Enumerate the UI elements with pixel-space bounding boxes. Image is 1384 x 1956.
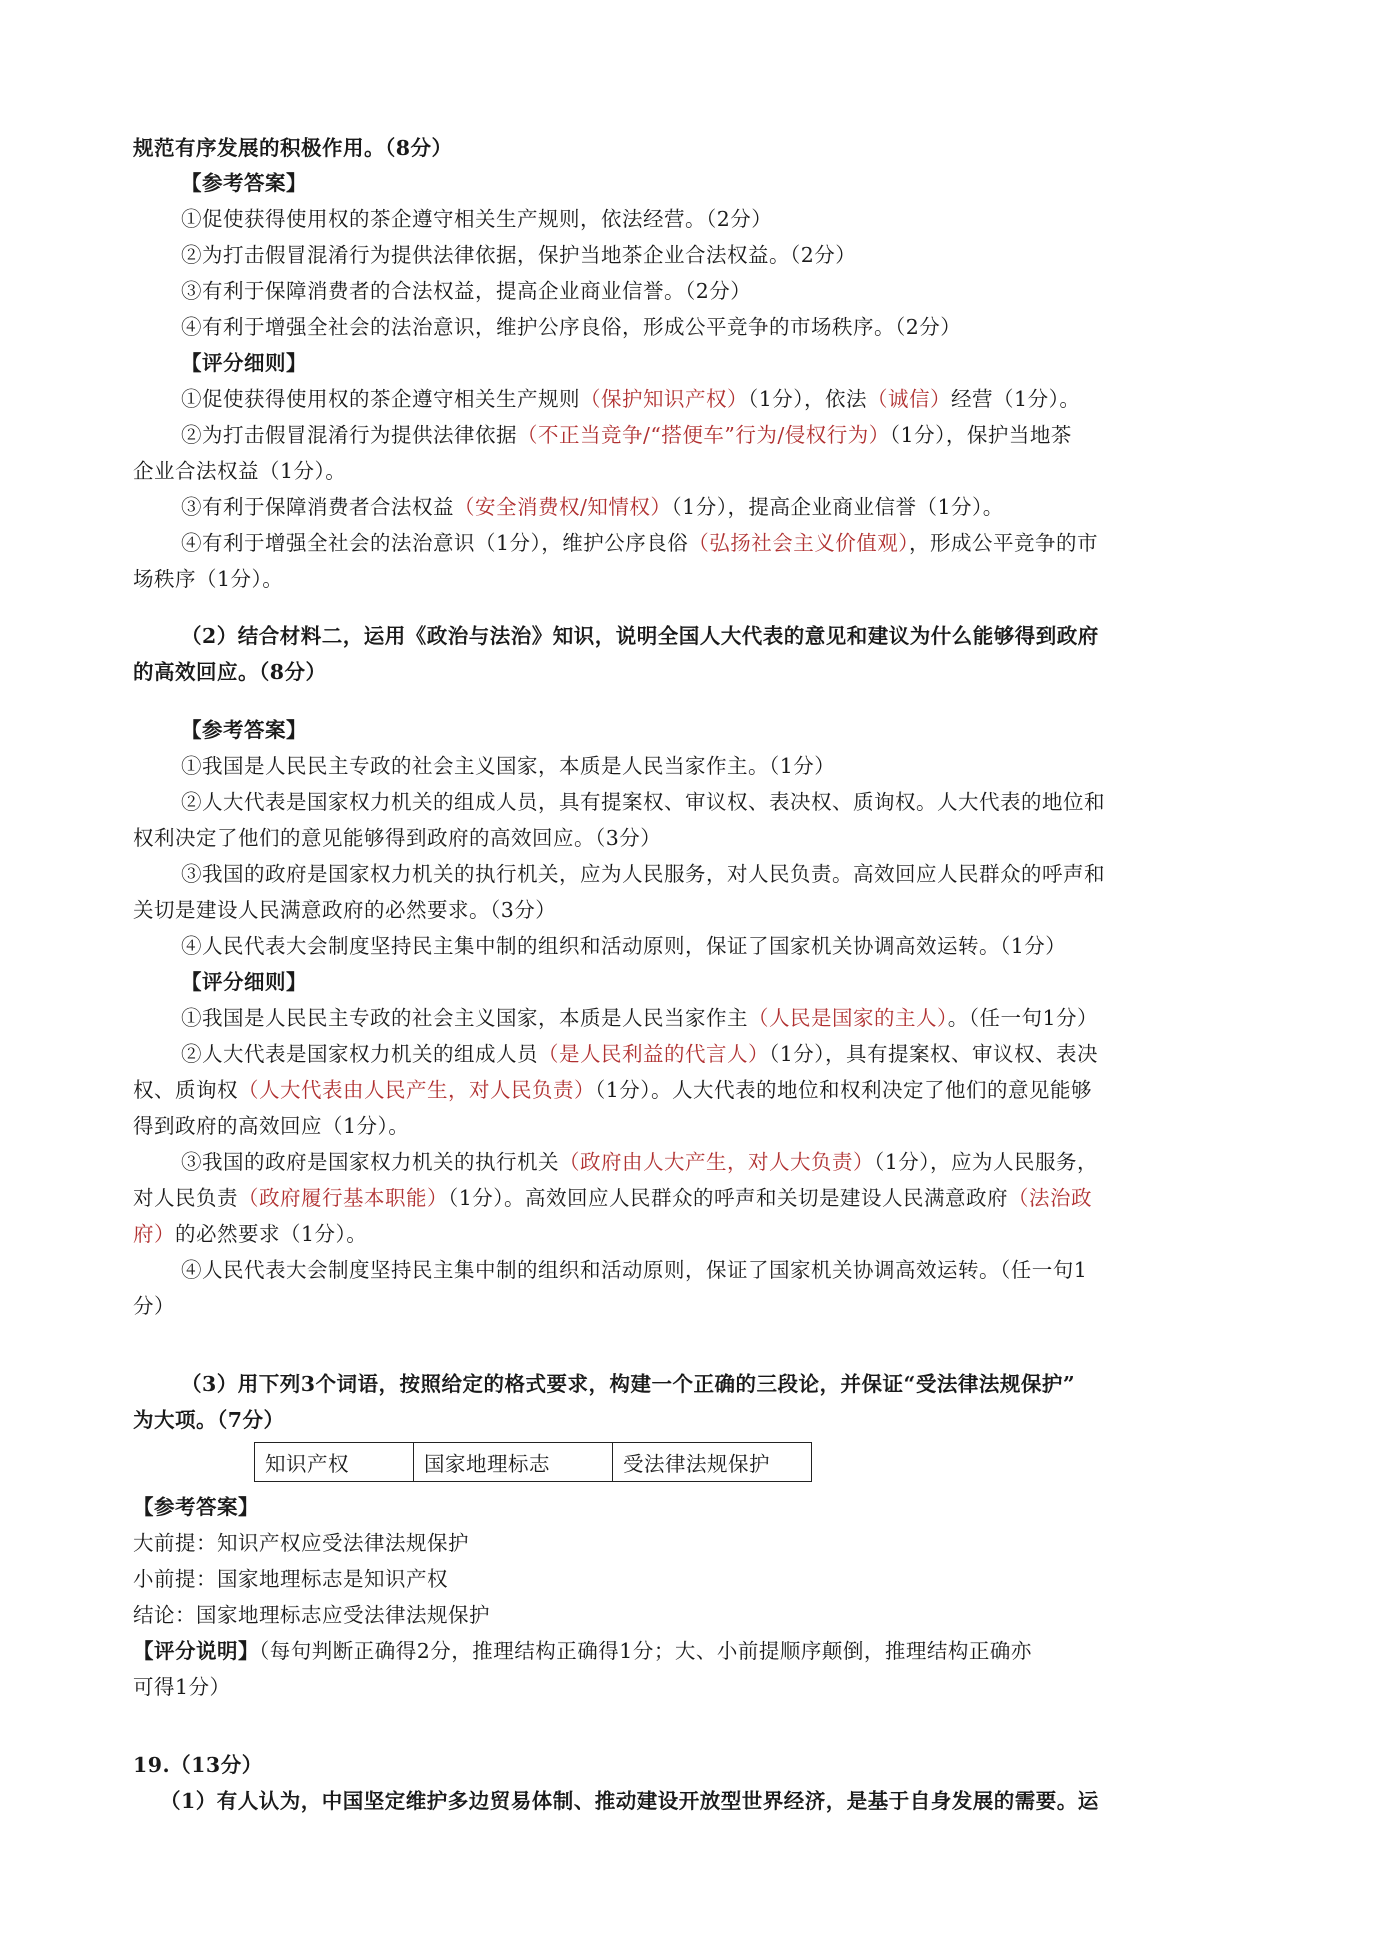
q3-ref-label: 【参考答案】 xyxy=(133,1495,259,1519)
highlight: （政府履行基本职能） xyxy=(238,1186,448,1210)
highlight: （安全消费权/知情权） xyxy=(454,495,672,519)
text: （1分）。高效回应人民群众的呼声和关切是建设人民满意政府 xyxy=(448,1186,1009,1210)
note-label: 【评分说明】 xyxy=(133,1639,259,1663)
text: 权、质询权 xyxy=(133,1078,238,1102)
q3-stem-2: 为大项。（7分） xyxy=(133,1408,285,1432)
text: （1分），提高企业商业信誉（1分）。 xyxy=(671,495,1004,519)
text: 。（任一句1分） xyxy=(947,1006,1099,1030)
q2-rule-3 xyxy=(181,1147,1098,1177)
q3-terms-table xyxy=(254,1442,812,1482)
highlight: （是人民利益的代言人） xyxy=(538,1042,769,1066)
q2-rule-2-cont2: 得到政府的高效回应（1分）。 xyxy=(133,1114,410,1138)
text: ①促使获得使用权的茶企遵守相关生产规则 xyxy=(181,387,580,411)
q2-stem-2: 的高效回应。（8分） xyxy=(133,660,327,684)
q2-rule-2-cont xyxy=(133,1075,1092,1105)
q2-ref-4: ④人民代表大会制度坚持民主集中制的组织和活动原则，保证了国家机关协调高效运转。（1分） xyxy=(181,934,1067,958)
q2-rule-label: 【评分细则】 xyxy=(181,970,307,994)
q2-rule-1 xyxy=(181,1003,1098,1033)
q3-stem-1: （3）用下列3个词语，按照给定的格式要求，构建一个正确的三段论，并保证“受法律法规保护” xyxy=(181,1372,1076,1396)
highlight: （诚信） xyxy=(867,387,952,411)
q1-ref-1: ①促使获得使用权的茶企遵守相关生产规则，依法经营。（2分） xyxy=(181,207,773,231)
highlight: （法治政 xyxy=(1008,1186,1093,1210)
highlight: 府） xyxy=(133,1222,175,1246)
text: （1分），依法 xyxy=(748,387,868,411)
q1-rule-3 xyxy=(181,492,1004,522)
text: ④有利于增强全社会的法治意识（1分），维护公序良俗 xyxy=(181,531,689,555)
q2-stem-1: （2）结合材料二，运用《政治与法治》知识，说明全国人大代表的意见和建议为什么能够得到政府 xyxy=(181,624,1099,648)
text: （1分），应为人民服务， xyxy=(874,1150,1099,1174)
q1-ref-4: ④有利于增强全社会的法治意识，维护公序良俗，形成公平竞争的市场秩序。（2分） xyxy=(181,315,962,339)
text: （1分），保护当地茶 xyxy=(889,423,1072,447)
q1-rule-label: 【评分细则】 xyxy=(181,351,307,375)
q1-stem-tail: 规范有序发展的积极作用。（8分） xyxy=(133,136,453,160)
highlight: （政府由人大产生，对人大负责） xyxy=(559,1150,874,1174)
text: ，形成公平竞争的市 xyxy=(909,531,1099,555)
text: （1分）。人大代表的地位和权利决定了他们的意见能够 xyxy=(595,1078,1093,1102)
q1-ref-2: ②为打击假冒混淆行为提供法律依据，保护当地茶企业合法权益。（2分） xyxy=(181,243,857,267)
text: ③我国的政府是国家权力机关的执行机关 xyxy=(181,1150,559,1174)
highlight: （保护知识产权） xyxy=(580,387,748,411)
text: 对人民负责 xyxy=(133,1186,238,1210)
q3-conclusion: 结论：国家地理标志应受法律法规保护 xyxy=(133,1603,490,1627)
q2-rule-3-cont xyxy=(133,1183,1092,1213)
text: ③有利于保障消费者合法权益 xyxy=(181,495,454,519)
text: ①我国是人民民主专政的社会主义国家，本质是人民当家作主 xyxy=(181,1006,748,1030)
q2-rule-2 xyxy=(181,1039,1098,1069)
q3-major-premise: 大前提：知识产权应受法律法规保护 xyxy=(133,1531,469,1555)
q2-ref-3: ③我国的政府是国家权力机关的执行机关，应为人民服务，对人民负责。高效回应人民群众的呼声和 xyxy=(181,862,1105,886)
q1-ref-label: 【参考答案】 xyxy=(181,171,307,195)
q1-ref-3: ③有利于保障消费者的合法权益，提高企业商业信誉。（2分） xyxy=(181,279,752,303)
q2-rule-4: ④人民代表大会制度坚持民主集中制的组织和活动原则，保证了国家机关协调高效运转。（任一句1 xyxy=(181,1258,1088,1282)
q2-ref-2: ②人大代表是国家权力机关的组成人员，具有提案权、审议权、表决权、质询权。人大代表的地位和 xyxy=(181,790,1105,814)
q2-ref-3-cont: 关切是建设人民满意政府的必然要求。（3分） xyxy=(133,898,557,922)
highlight: （不正当竞争/“搭便车”行为/侵权行为） xyxy=(517,423,890,447)
highlight: （人民是国家的主人） xyxy=(748,1006,948,1030)
table-row xyxy=(255,1443,812,1482)
q3-minor-premise: 小前提：国家地理标志是知识产权 xyxy=(133,1567,448,1591)
q2-ref-1: ①我国是人民民主专政的社会主义国家，本质是人民当家作主。（1分） xyxy=(181,754,836,778)
q1-rule-4-cont: 场秩序（1分）。 xyxy=(133,567,284,591)
text: （1分），具有提案权、审议权、表决 xyxy=(769,1042,1099,1066)
q19-stem: （1）有人认为，中国坚定维护多边贸易体制、推动建设开放型世界经济，是基于自身发展的需要。运 xyxy=(160,1789,1099,1813)
q3-note-cont: 可得1分） xyxy=(133,1675,231,1699)
text: ②人大代表是国家权力机关的组成人员 xyxy=(181,1042,538,1066)
q2-rule-3-cont2 xyxy=(133,1219,367,1249)
q3-note xyxy=(133,1636,1032,1666)
q19-heading: 19.（13分） xyxy=(133,1753,263,1777)
q1-rule-2-cont: 企业合法权益（1分）。 xyxy=(133,459,347,483)
text: 的必然要求（1分）。 xyxy=(175,1222,368,1246)
text: 经营（1分）。 xyxy=(951,387,1081,411)
term-cell: 国家地理标志 xyxy=(414,1443,613,1482)
text: （每句判断正确得2分，推理结构正确得1分；大、小前提顺序颠倒，推理结构正确亦 xyxy=(259,1639,1032,1663)
q2-rule-4-cont: 分） xyxy=(133,1294,175,1318)
q2-ref-2-cont: 权利决定了他们的意见能够得到政府的高效回应。（3分） xyxy=(133,826,662,850)
q1-rule-1 xyxy=(181,384,1080,414)
q1-rule-2 xyxy=(181,420,1072,450)
term-cell: 知识产权 xyxy=(255,1443,414,1482)
q1-rule-4 xyxy=(181,528,1098,558)
highlight: （弘扬社会主义价值观） xyxy=(688,531,910,555)
text: ②为打击假冒混淆行为提供法律依据 xyxy=(181,423,517,447)
highlight: （人大代表由人民产生，对人民负责） xyxy=(238,1078,595,1102)
term-cell: 受法律法规保护 xyxy=(613,1443,812,1482)
q2-ref-label: 【参考答案】 xyxy=(181,718,307,742)
